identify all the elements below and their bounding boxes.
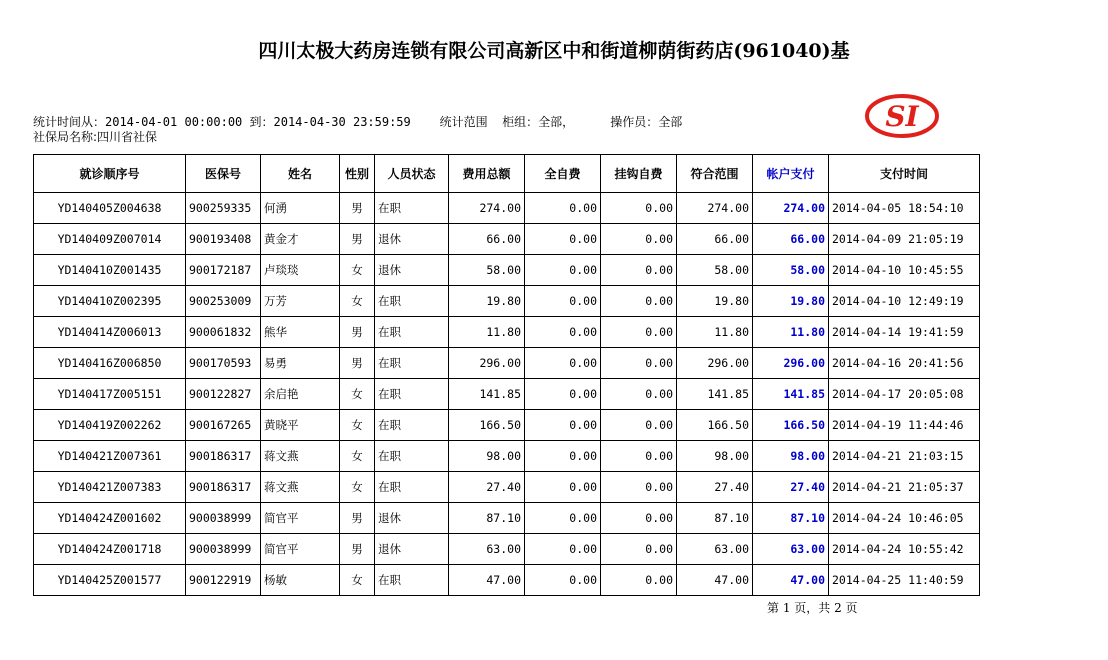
name-cell: 蒋文燕 — [261, 472, 340, 503]
table-row — [34, 503, 980, 534]
self-pay-cell: 0.00 — [525, 441, 601, 472]
account-pay-cell: 98.00 — [753, 441, 829, 472]
eligible-cell: 63.00 — [677, 534, 753, 565]
pay-time-cell: 2014-04-14 19:41:59 — [829, 317, 980, 348]
insurance-no-cell: 900122919 — [186, 565, 261, 596]
account-pay-cell: 11.80 — [753, 317, 829, 348]
linked-self-pay-cell: 0.00 — [601, 255, 677, 286]
linked-self-pay-cell: 0.00 — [601, 348, 677, 379]
pay-time-cell: 2014-04-09 21:05:19 — [829, 224, 980, 255]
name-cell: 杨敏 — [261, 565, 340, 596]
settlement-table — [33, 154, 980, 596]
pay-time-cell: 2014-04-24 10:46:05 — [829, 503, 980, 534]
self-pay-cell: 0.00 — [525, 503, 601, 534]
visit-seq-cell: YD140421Z007383 — [34, 472, 186, 503]
total-fee-cell: 63.00 — [449, 534, 525, 565]
eligible-cell: 11.80 — [677, 317, 753, 348]
pay-time-cell: 2014-04-19 11:44:46 — [829, 410, 980, 441]
visit-seq-cell: YD140410Z001435 — [34, 255, 186, 286]
linked-self-pay-cell: 0.00 — [601, 472, 677, 503]
total-fee-cell: 87.10 — [449, 503, 525, 534]
insurance-no-cell: 900038999 — [186, 534, 261, 565]
status-cell: 退休 — [375, 255, 449, 286]
status-cell: 退休 — [375, 534, 449, 565]
self-pay-cell: 0.00 — [525, 348, 601, 379]
name-cell: 万芳 — [261, 286, 340, 317]
pay-time-cell: 2014-04-21 21:05:37 — [829, 472, 980, 503]
column-header: 支付时间 — [829, 155, 980, 193]
total-fee-cell: 98.00 — [449, 441, 525, 472]
gender-cell: 男 — [340, 193, 375, 224]
table-row — [34, 565, 980, 596]
eligible-cell: 296.00 — [677, 348, 753, 379]
column-header: 医保号 — [186, 155, 261, 193]
total-fee-cell: 274.00 — [449, 193, 525, 224]
name-cell: 易勇 — [261, 348, 340, 379]
self-pay-cell: 0.00 — [525, 534, 601, 565]
status-cell: 在职 — [375, 317, 449, 348]
eligible-cell: 166.50 — [677, 410, 753, 441]
column-header: 性别 — [340, 155, 375, 193]
visit-seq-cell: YD140410Z002395 — [34, 286, 186, 317]
gender-cell: 男 — [340, 317, 375, 348]
insurance-no-cell: 900193408 — [186, 224, 261, 255]
column-header: 姓名 — [261, 155, 340, 193]
status-cell: 在职 — [375, 193, 449, 224]
account-pay-cell: 296.00 — [753, 348, 829, 379]
gender-cell: 女 — [340, 286, 375, 317]
social-security-bureau-line: 社保局名称:四川省社保 — [33, 130, 158, 144]
linked-self-pay-cell: 0.00 — [601, 534, 677, 565]
table-row — [34, 534, 980, 565]
insurance-no-cell: 900170593 — [186, 348, 261, 379]
eligible-cell: 19.80 — [677, 286, 753, 317]
insurance-no-cell: 900253009 — [186, 286, 261, 317]
account-pay-cell: 63.00 — [753, 534, 829, 565]
si-logo-icon — [864, 93, 940, 139]
pay-time-cell: 2014-04-17 20:05:08 — [829, 379, 980, 410]
visit-seq-cell: YD140421Z007361 — [34, 441, 186, 472]
gender-cell: 女 — [340, 410, 375, 441]
gender-cell: 女 — [340, 472, 375, 503]
table-row — [34, 255, 980, 286]
page-indicator: 第 1 页，共 2 页 — [767, 601, 858, 615]
name-cell: 余启艳 — [261, 379, 340, 410]
eligible-cell: 47.00 — [677, 565, 753, 596]
linked-self-pay-cell: 0.00 — [601, 410, 677, 441]
visit-seq-cell: YD140424Z001718 — [34, 534, 186, 565]
eligible-cell: 58.00 — [677, 255, 753, 286]
visit-seq-cell: YD140425Z001577 — [34, 565, 186, 596]
self-pay-cell: 0.00 — [525, 410, 601, 441]
name-cell: 卢琰琰 — [261, 255, 340, 286]
linked-self-pay-cell: 0.00 — [601, 503, 677, 534]
self-pay-cell: 0.00 — [525, 193, 601, 224]
linked-self-pay-cell: 0.00 — [601, 286, 677, 317]
self-pay-cell: 0.00 — [525, 379, 601, 410]
total-fee-cell: 58.00 — [449, 255, 525, 286]
status-cell: 在职 — [375, 441, 449, 472]
account-pay-cell: 27.40 — [753, 472, 829, 503]
linked-self-pay-cell: 0.00 — [601, 193, 677, 224]
eligible-cell: 87.10 — [677, 503, 753, 534]
visit-seq-cell: YD140414Z006013 — [34, 317, 186, 348]
column-header: 全自费 — [525, 155, 601, 193]
account-pay-cell: 141.85 — [753, 379, 829, 410]
pay-time-cell: 2014-04-25 11:40:59 — [829, 565, 980, 596]
account-pay-cell: 58.00 — [753, 255, 829, 286]
status-cell: 在职 — [375, 379, 449, 410]
account-pay-cell: 87.10 — [753, 503, 829, 534]
svg-text:SI: SI — [885, 100, 919, 133]
total-fee-cell: 66.00 — [449, 224, 525, 255]
pay-time-cell: 2014-04-21 21:03:15 — [829, 441, 980, 472]
self-pay-cell: 0.00 — [525, 224, 601, 255]
self-pay-cell: 0.00 — [525, 317, 601, 348]
table-row — [34, 348, 980, 379]
pay-time-cell: 2014-04-16 20:41:56 — [829, 348, 980, 379]
account-pay-cell: 66.00 — [753, 224, 829, 255]
eligible-cell: 141.85 — [677, 379, 753, 410]
gender-cell: 男 — [340, 503, 375, 534]
table-row — [34, 317, 980, 348]
insurance-no-cell: 900167265 — [186, 410, 261, 441]
account-pay-cell: 274.00 — [753, 193, 829, 224]
column-header: 人员状态 — [375, 155, 449, 193]
status-cell: 在职 — [375, 348, 449, 379]
table-row — [34, 379, 980, 410]
visit-seq-cell: YD140409Z007014 — [34, 224, 186, 255]
self-pay-cell: 0.00 — [525, 255, 601, 286]
table-row — [34, 472, 980, 503]
column-header: 就诊顺序号 — [34, 155, 186, 193]
linked-self-pay-cell: 0.00 — [601, 441, 677, 472]
total-fee-cell: 27.40 — [449, 472, 525, 503]
gender-cell: 女 — [340, 255, 375, 286]
status-cell: 在职 — [375, 472, 449, 503]
insurance-no-cell: 900122827 — [186, 379, 261, 410]
column-header: 费用总额 — [449, 155, 525, 193]
table-header-row — [34, 155, 980, 193]
eligible-cell: 274.00 — [677, 193, 753, 224]
self-pay-cell: 0.00 — [525, 565, 601, 596]
table-row — [34, 224, 980, 255]
total-fee-cell: 19.80 — [449, 286, 525, 317]
name-cell: 简官平 — [261, 534, 340, 565]
column-header: 符合范围 — [677, 155, 753, 193]
visit-seq-cell: YD140416Z006850 — [34, 348, 186, 379]
account-pay-cell: 19.80 — [753, 286, 829, 317]
report-title: 四川太极大药房连锁有限公司高新区中和街道柳荫街药店(961040)基 — [258, 40, 850, 62]
name-cell: 蒋文燕 — [261, 441, 340, 472]
visit-seq-cell: YD140424Z001602 — [34, 503, 186, 534]
name-cell: 黄晓平 — [261, 410, 340, 441]
table-row — [34, 193, 980, 224]
gender-cell: 男 — [340, 348, 375, 379]
status-cell: 在职 — [375, 565, 449, 596]
visit-seq-cell: YD140405Z004638 — [34, 193, 186, 224]
visit-seq-cell: YD140417Z005151 — [34, 379, 186, 410]
total-fee-cell: 166.50 — [449, 410, 525, 441]
status-cell: 退休 — [375, 224, 449, 255]
visit-seq-cell: YD140419Z002262 — [34, 410, 186, 441]
linked-self-pay-cell: 0.00 — [601, 224, 677, 255]
account-pay-cell: 47.00 — [753, 565, 829, 596]
gender-cell: 男 — [340, 224, 375, 255]
table-row — [34, 286, 980, 317]
total-fee-cell: 47.00 — [449, 565, 525, 596]
table-row — [34, 441, 980, 472]
name-cell: 熊华 — [261, 317, 340, 348]
eligible-cell: 66.00 — [677, 224, 753, 255]
total-fee-cell: 11.80 — [449, 317, 525, 348]
status-cell: 在职 — [375, 286, 449, 317]
name-cell: 黄金才 — [261, 224, 340, 255]
status-cell: 退休 — [375, 503, 449, 534]
self-pay-cell: 0.00 — [525, 286, 601, 317]
self-pay-cell: 0.00 — [525, 472, 601, 503]
name-cell: 何湧 — [261, 193, 340, 224]
gender-cell: 男 — [340, 534, 375, 565]
linked-self-pay-cell: 0.00 — [601, 565, 677, 596]
insurance-no-cell: 900259335 — [186, 193, 261, 224]
total-fee-cell: 296.00 — [449, 348, 525, 379]
linked-self-pay-cell: 0.00 — [601, 379, 677, 410]
statistics-range-line: 统计时间从：2014-04-01 00:00:00 到：2014-04-30 23:59:59 统计范围 柜组：全部， 操作员：全部 — [33, 115, 683, 129]
total-fee-cell: 141.85 — [449, 379, 525, 410]
insurance-no-cell: 900186317 — [186, 472, 261, 503]
name-cell: 简官平 — [261, 503, 340, 534]
insurance-no-cell: 900038999 — [186, 503, 261, 534]
column-header: 帐户支付 — [753, 155, 829, 193]
insurance-no-cell: 900172187 — [186, 255, 261, 286]
pay-time-cell: 2014-04-10 12:49:19 — [829, 286, 980, 317]
column-header: 挂钩自费 — [601, 155, 677, 193]
gender-cell: 女 — [340, 441, 375, 472]
pay-time-cell: 2014-04-10 10:45:55 — [829, 255, 980, 286]
account-pay-cell: 166.50 — [753, 410, 829, 441]
status-cell: 在职 — [375, 410, 449, 441]
insurance-no-cell: 900186317 — [186, 441, 261, 472]
pay-time-cell: 2014-04-05 18:54:10 — [829, 193, 980, 224]
eligible-cell: 98.00 — [677, 441, 753, 472]
table-row — [34, 410, 980, 441]
eligible-cell: 27.40 — [677, 472, 753, 503]
gender-cell: 女 — [340, 379, 375, 410]
gender-cell: 女 — [340, 565, 375, 596]
pay-time-cell: 2014-04-24 10:55:42 — [829, 534, 980, 565]
linked-self-pay-cell: 0.00 — [601, 317, 677, 348]
insurance-no-cell: 900061832 — [186, 317, 261, 348]
